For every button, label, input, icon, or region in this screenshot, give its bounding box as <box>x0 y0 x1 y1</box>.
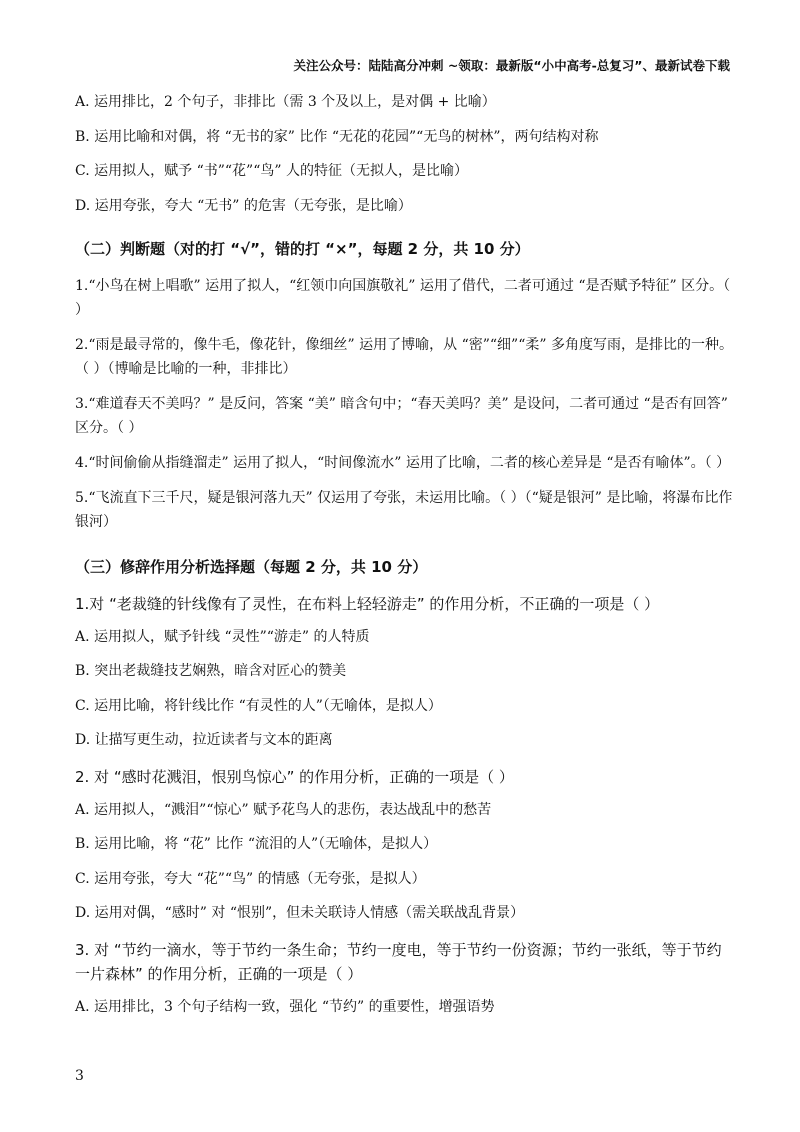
section2-title: （二）判断题（对的打 “√”，错的打 “×”，每题 2 分，共 10 分） <box>75 239 530 258</box>
q2-stem: 2. 对 “感时花溅泪，恨别鸟惊心” 的作用分析，正确的一项是（ ） <box>75 767 514 786</box>
top-option-c: C. 运用拟人，赋予 “书”“花”“鸟” 人的特征（无拟人，是比喻） <box>75 163 468 179</box>
top-option-b: B. 运用比喻和对偶，将 “无书的家” 比作 “无花的花园”“无鸟的树林”，两句结构对称 <box>75 128 599 145</box>
q2-option-a: A. 运用拟人，“溅泪”“惊心” 赋予花鸟人的悲伤，表达战乱中的愁苦 <box>75 801 492 818</box>
judge-item-3: 3.“难道春天不美吗？” 是反问，答案 “美” 暗含句中；“春天美吗？美” 是设问，二者可通过 “是否有回答” 区分。（ ） <box>75 395 728 436</box>
top-option-d: D. 运用夸张，夸大 “无书” 的危害（无夸张，是比喻） <box>75 197 412 214</box>
judge-item-1: 1.“小鸟在树上唱歌” 运用了拟人，“红领巾向国旗敬礼” 运用了借代，二者可通过 “是否赋予特征” 区分。（ ） <box>75 277 731 318</box>
q3-option-a: A. 运用排比，3 个句子结构一致，强化 “节约” 的重要性，增强语势 <box>75 998 495 1015</box>
q2-option-d: D. 运用对偶，“感时” 对 “恨别”，但未关联诗人情感（需关联战乱背景） <box>75 905 525 921</box>
page-content <box>75 92 735 1031</box>
q1-option-c: C. 运用比喻，将针线比作 “有灵性的人”（无喻体，是拟人） <box>75 697 442 714</box>
page-header: 关注公众号：陆陆高分冲刺 ~领取：最新版“小中高考-总复习”、最新试卷下载 <box>293 58 730 73</box>
q1-stem: 1.对 “老裁缝的针线像有了灵性，在布料上轻轻游走” 的作用分析，不正确的一项是（ ） <box>75 594 660 613</box>
judge-item-5: 5.“飞流直下三千尺，疑是银河落九天” 仅运用了夸张，未运用比喻。（ ）（“疑是银河” 是比喻，将瀑布比作银河） <box>75 489 733 530</box>
q3-stem: 3. 对 “节约一滴水，等于节约一条生命；节约一度电，等于节约一份资源；节约一张纸，等于节约一片森林” 的作用分析，正确的一项是（ ） <box>75 940 722 983</box>
judge-item-4: 4.“时间偷偷从指缝溜走” 运用了拟人，“时间像流水” 运用了比喻，二者的核心差异是 “是否有喻体”。（ ） <box>75 454 731 471</box>
q1-option-d: D. 让描写更生动，拉近读者与文本的距离 <box>75 732 333 748</box>
q1-option-a: A. 运用拟人，赋予针线 “灵性”“游走” 的人特质 <box>75 628 370 645</box>
section3-title: （三）修辞作用分析选择题（每题 2 分，共 10 分） <box>75 557 428 576</box>
top-option-a: A. 运用排比，2 个句子，非排比（需 3 个及以上，是对偶 + 比喻） <box>75 94 496 110</box>
q1-option-b: B. 突出老裁缝技艺娴熟，暗含对匠心的赞美 <box>75 663 347 679</box>
page-number: 3 <box>75 1068 84 1084</box>
judge-item-2: 2.“雨是最寻常的，像牛毛，像花针，像细丝” 运用了博喻，从 “密”“细”“柔” 多角度写雨，是排比的一种。（ ）（博喻是比喻的一种，非排比） <box>75 336 733 377</box>
q2-option-b: B. 运用比喻，将 “花” 比作 “流泪的人”（无喻体，是拟人） <box>75 836 438 852</box>
q2-option-c: C. 运用夸张，夸大 “花”“鸟” 的情感（无夸张，是拟人） <box>75 870 426 887</box>
